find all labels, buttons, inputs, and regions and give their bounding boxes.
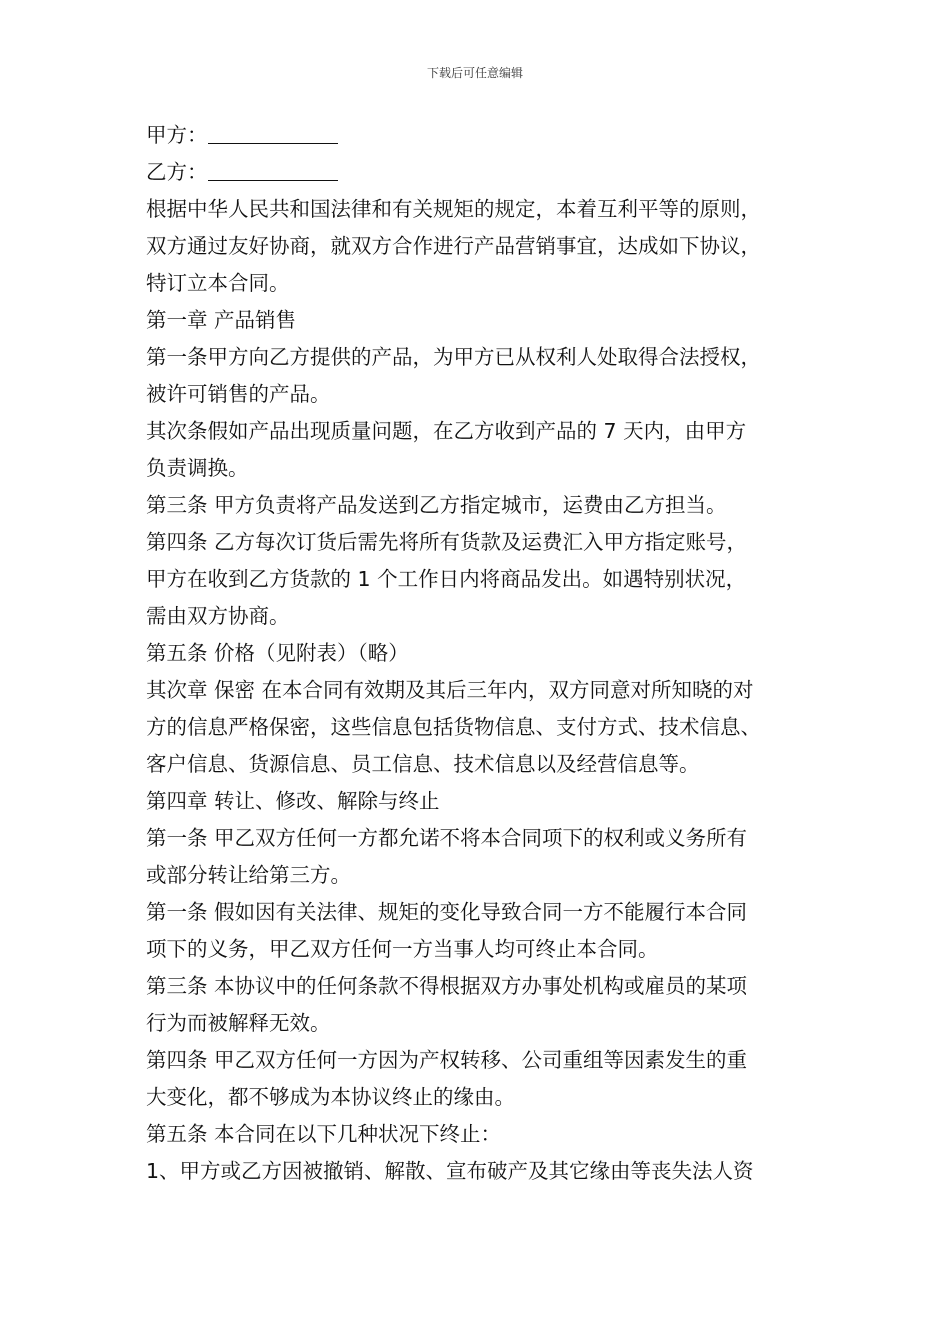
text-line: 根据中华人民共和国法律和有关规矩的规定，本着互利平等的原则， [146, 197, 761, 221]
party-b-blank [208, 158, 338, 181]
text-line: 特订立本合同。 [146, 271, 290, 295]
text-line: 第四条 甲乙双方任何一方因为产权转移、公司重组等因素发生的重 [146, 1048, 748, 1072]
text-line: 其次章 保密 在本合同有效期及其后三年内，双方同意对所知晓的对 [146, 678, 754, 702]
text-line: 双方通过友好协商，就双方合作进行产品营销事宜，达成如下协议， [146, 234, 761, 258]
text-line: 第五条 价格（见附表）（略） [146, 641, 409, 665]
party-b-line [146, 154, 826, 191]
text-line: 项下的义务，甲乙双方任何一方当事人均可终止本合同。 [146, 937, 659, 961]
text-line: 第三条 甲方负责将产品发送到乙方指定城市，运费由乙方担当。 [146, 493, 727, 517]
text-line: 被许可销售的产品。 [146, 382, 331, 406]
chapter-heading: 第四章 转让、修改、解除与终止 [146, 789, 440, 813]
party-b-label: 乙方： [146, 160, 208, 184]
party-a-line [146, 117, 826, 154]
contract-body [146, 117, 826, 1190]
text-line: 第一条 甲乙双方任何一方都允诺不将本合同项下的权利或义务所有 [146, 826, 748, 850]
party-a-blank [208, 121, 338, 144]
text-line: 大变化，都不够成为本协议终止的缘由。 [146, 1085, 515, 1109]
chapter-heading: 第一章 产品销售 [146, 308, 297, 332]
text-line: 第一条 假如因有关法律、规矩的变化导致合同一方不能履行本合同 [146, 900, 748, 924]
text-line: 负责调换。 [146, 456, 249, 480]
text-line: 甲方在收到乙方货款的 1 个工作日内将商品发出。如遇特别状况， [146, 567, 747, 591]
party-a-label: 甲方： [146, 123, 208, 147]
text-line: 方的信息严格保密，这些信息包括货物信息、支付方式、技术信息、 [146, 715, 761, 739]
text-line: 需由双方协商。 [146, 604, 290, 628]
page-header: 下载后可任意编辑 [426, 66, 523, 80]
text-line: 第三条 本协议中的任何条款不得根据双方办事处机构或雇员的某项 [146, 974, 748, 998]
text-line: 第四条 乙方每次订货后需先将所有货款及运费汇入甲方指定账号， [146, 530, 748, 554]
text-line: 第五条 本合同在以下几种状况下终止： [146, 1122, 502, 1146]
text-line: 1、甲方或乙方因被撤销、解散、宣布破产及其它缘由等丧失法人资 [146, 1159, 754, 1183]
text-line: 其次条假如产品出现质量问题，在乙方收到产品的 7 天内，由甲方 [146, 419, 747, 443]
text-line: 客户信息、货源信息、员工信息、技术信息以及经营信息等。 [146, 752, 700, 776]
text-line: 或部分转让给第三方。 [146, 863, 351, 887]
text-line: 行为而被解释无效。 [146, 1011, 331, 1035]
text-line: 第一条甲方向乙方提供的产品，为甲方已从权利人处取得合法授权， [146, 345, 761, 369]
